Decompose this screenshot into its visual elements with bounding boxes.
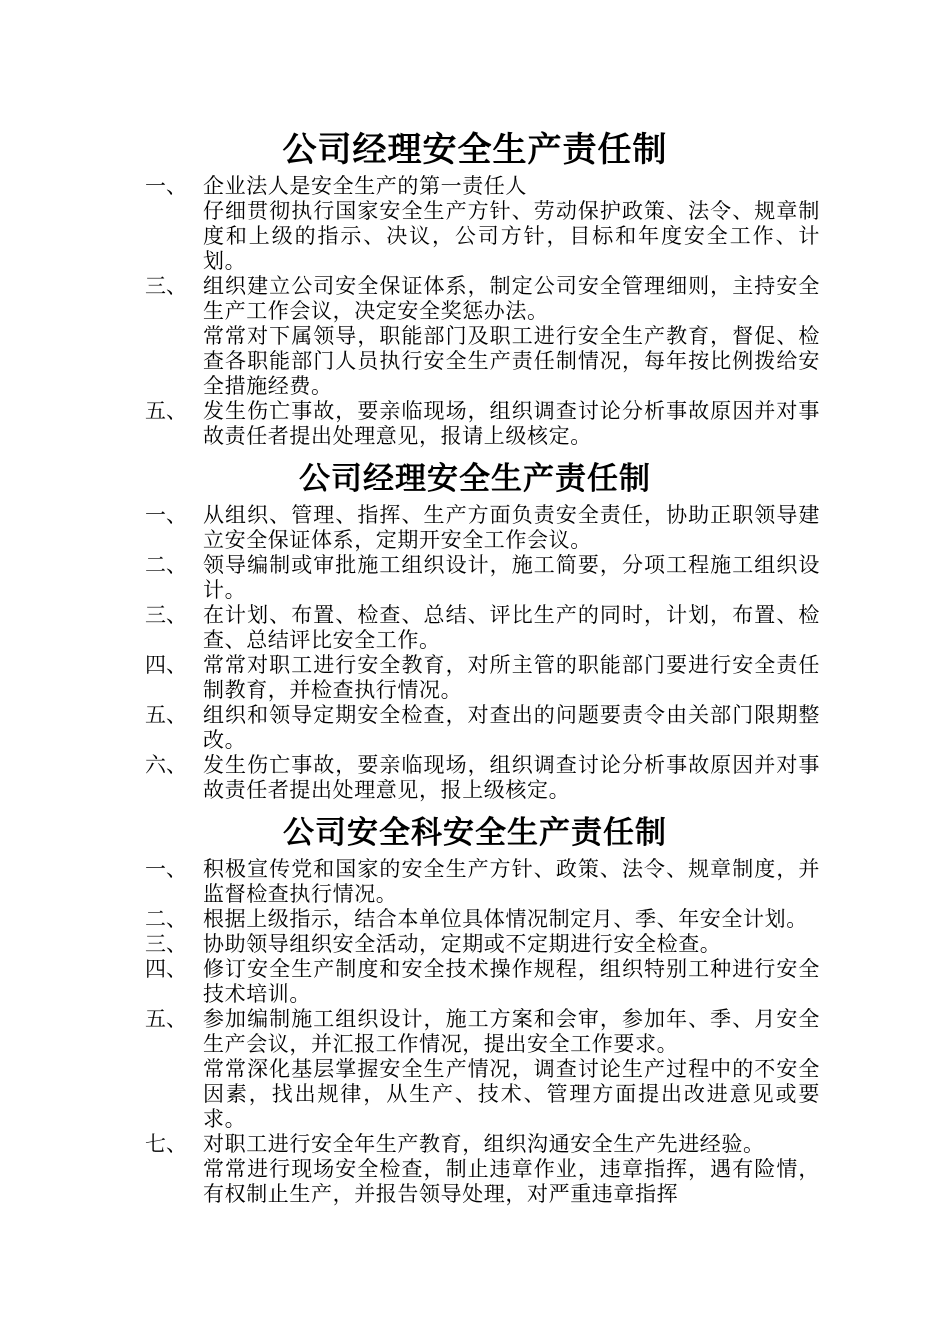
item-number: 五、 bbox=[145, 1007, 187, 1031]
section-list-2 bbox=[0, 503, 950, 803]
item-number: 三、 bbox=[145, 274, 187, 298]
item-text: 对职工进行安全年生产教育，组织沟通安全生产先进经验。 bbox=[203, 1132, 765, 1156]
item-text: 仔细贯彻执行国家安全生产方针、劳动保护政策、法令、规章制度和上级的指示、决议，公司方针，目标和年度安全工作、计划。 bbox=[203, 199, 820, 273]
list-item bbox=[0, 399, 950, 449]
item-text: 企业法人是安全生产的第一责任人 bbox=[203, 174, 527, 198]
item-number: 五、 bbox=[145, 399, 187, 423]
item-number: 一、 bbox=[145, 174, 187, 198]
list-item bbox=[0, 324, 950, 399]
item-text: 根据上级指示，结合本单位具体情况制定月、季、年安全计划。 bbox=[203, 907, 808, 931]
item-text: 常常对下属领导，职能部门及职工进行安全生产教育，督促、检查各职能部门人员执行安全生产责任制情况，每年按比例拨给安全措施经费。 bbox=[203, 324, 820, 398]
section-title-3: 公司安全科安全生产责任制 bbox=[283, 815, 667, 851]
section-title-2: 公司经理安全生产责任制 bbox=[299, 461, 651, 497]
item-text: 积极宣传党和国家的安全生产方针、政策、法令、规章制度，并监督检查执行情况。 bbox=[203, 857, 820, 906]
item-number: 三、 bbox=[145, 932, 187, 956]
list-item bbox=[0, 274, 950, 324]
item-number: 四、 bbox=[145, 653, 187, 677]
list-item bbox=[0, 753, 950, 803]
item-text: 组织建立公司安全保证体系，制定公司安全管理细则，主持安全生产工作会议，决定安全奖惩办法。 bbox=[203, 274, 820, 323]
item-text: 协助领导组织安全活动，定期或不定期进行安全检查。 bbox=[203, 932, 722, 956]
item-number: 四、 bbox=[145, 957, 187, 981]
list-item bbox=[0, 1057, 950, 1132]
item-text: 组织和领导定期安全检查，对查出的问题要责令由关部门限期整改。 bbox=[203, 703, 820, 752]
item-text: 参加编制施工组织设计，施工方案和会审，参加年、季、月安全生产会议，并汇报工作情况，提出安全工作要求。 bbox=[203, 1007, 820, 1056]
item-text: 在计划、布置、检查、总结、评比生产的同时，计划，布置、检查、总结评比安全工作。 bbox=[203, 603, 820, 652]
section-title-1: 公司经理安全生产责任制 bbox=[282, 130, 668, 170]
list-item bbox=[0, 503, 950, 553]
list-item bbox=[0, 653, 950, 703]
list-item bbox=[0, 174, 950, 199]
list-item bbox=[0, 603, 950, 653]
item-number: 一、 bbox=[145, 857, 187, 881]
item-number: 一、 bbox=[145, 503, 187, 527]
item-number: 六、 bbox=[145, 753, 187, 777]
item-number: 五、 bbox=[145, 703, 187, 727]
list-item bbox=[0, 1157, 950, 1207]
list-item bbox=[0, 1132, 950, 1157]
list-item bbox=[0, 199, 950, 274]
item-text: 从组织、管理、指挥、生产方面负责安全责任，协助正职领导建立安全保证体系，定期开安全工作会议。 bbox=[203, 503, 820, 552]
section-list-1 bbox=[0, 174, 950, 449]
item-text: 领导编制或审批施工组织设计，施工简要，分项工程施工组织设计。 bbox=[203, 553, 820, 602]
list-item bbox=[0, 907, 950, 932]
item-number: 三、 bbox=[145, 603, 187, 627]
item-text: 常常对职工进行安全教育，对所主管的职能部门要进行安全责任制教育，并检查执行情况。 bbox=[203, 653, 820, 702]
item-text: 修订安全生产制度和安全技术操作规程，组织特别工种进行安全技术培训。 bbox=[203, 957, 820, 1006]
list-item bbox=[0, 957, 950, 1007]
list-item bbox=[0, 1007, 950, 1057]
section-list-3 bbox=[0, 857, 950, 1207]
item-number: 七、 bbox=[145, 1132, 187, 1156]
item-text: 发生伤亡事故，要亲临现场，组织调查讨论分析事故原因并对事故责任者提出处理意见，报请上级核定。 bbox=[203, 399, 820, 448]
list-item bbox=[0, 553, 950, 603]
list-item bbox=[0, 857, 950, 907]
item-text: 常常进行现场安全检查，制止违章作业，违章指挥，遇有险情，有权制止生产，并报告领导处理，对严重违章指挥 bbox=[203, 1157, 820, 1206]
list-item bbox=[0, 703, 950, 753]
list-item bbox=[0, 932, 950, 957]
item-number: 二、 bbox=[145, 907, 187, 931]
item-text: 常常深化基层掌握安全生产情况，调查讨论生产过程中的不安全因素，找出规律，从生产、技术、管理方面提出改进意见或要求。 bbox=[203, 1057, 820, 1131]
item-text: 发生伤亡事故，要亲临现场，组织调查讨论分析事故原因并对事故责任者提出处理意见，报上级核定。 bbox=[203, 753, 820, 802]
item-number: 二、 bbox=[145, 553, 187, 577]
